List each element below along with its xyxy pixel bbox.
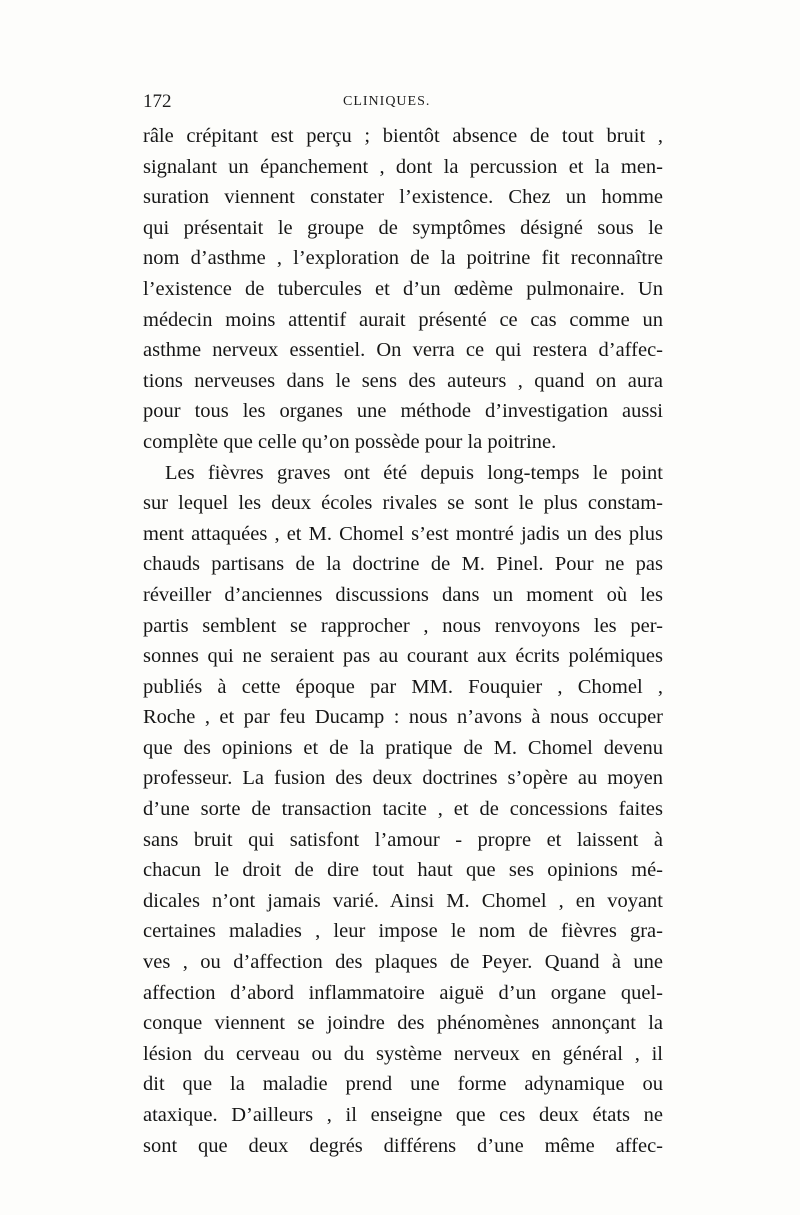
text-line: l’existence de tubercules et d’un œdème pulmonaire. Un	[143, 277, 663, 300]
text-line: Roche , et par feu Ducamp : nous n’avons à nous occuper	[143, 706, 663, 729]
text-line: que des opinions et de la pratique de M. Chomel devenu	[143, 736, 663, 759]
paragraph-start-line: Les fièvres graves ont été depuis long-temps le point	[165, 461, 663, 484]
text-line: sans bruit qui satisfont l’amour - propre et laissent à	[143, 828, 663, 851]
text-line: qui présentait le groupe de symptômes désigné sous le	[143, 216, 663, 239]
text-line: ment attaquées , et M. Chomel s’est montré jadis un des plus	[143, 522, 663, 545]
text-line: chacun le droit de dire tout haut que ses opinions mé-	[143, 859, 663, 882]
text-line: ves , ou d’affection des plaques de Peyer. Quand à une	[143, 951, 663, 974]
text-line: sur lequel les deux écoles rivales se sont le plus constam-	[143, 492, 663, 515]
text-line: certaines maladies , leur impose le nom de fièvres gra-	[143, 920, 663, 943]
text-line: lésion du cerveau ou du système nerveux en général , il	[143, 1042, 663, 1065]
text-line: publiés à cette époque par MM. Fouquier , Chomel ,	[143, 675, 663, 698]
text-line: professeur. La fusion des deux doctrines s’opère au moyen	[143, 767, 663, 790]
text-line: réveiller d’anciennes discussions dans un moment où les	[143, 583, 663, 606]
text-line: asthme nerveux essentiel. On verra ce qui restera d’affec-	[143, 339, 663, 362]
text-line: nom d’asthme , l’exploration de la poitrine fit reconnaître	[143, 247, 663, 270]
text-line: signalant un épanchement , dont la percussion et la men-	[143, 155, 663, 178]
running-head: CLINIQUES.	[343, 94, 431, 109]
text-line: partis semblent se rapprocher , nous renvoyons les per-	[143, 614, 663, 637]
text-line: d’une sorte de transaction tacite , et de concessions faites	[143, 798, 663, 821]
text-line: dicales n’ont jamais varié. Ainsi M. Chomel , en voyant	[143, 889, 663, 912]
text-line: râle crépitant est perçu ; bientôt absence de tout bruit ,	[143, 125, 663, 147]
text-line: pour tous les organes une méthode d’investigation aussi	[143, 400, 663, 423]
text-line: sont que deux degrés différens d’une même affec-	[143, 1134, 663, 1157]
text-line: médecin moins attentif aurait présenté ce cas comme un	[143, 308, 663, 331]
text-line: suration viennent constater l’existence. Chez un homme	[143, 186, 663, 209]
page-header	[143, 91, 663, 115]
text-line: tions nerveuses dans le sens des auteurs , quand on aura	[143, 369, 663, 392]
text-line: affection d’abord inflammatoire aiguë d’un organe quel-	[143, 981, 663, 1004]
text-line: ataxique. D’ailleurs , il enseigne que ces deux états ne	[143, 1104, 663, 1126]
text-line: chauds partisans de la doctrine de M. Pinel. Pour ne pas	[143, 553, 663, 576]
body-text	[143, 121, 663, 1161]
paragraph-end-line: complète que celle qu’on possède pour la poitrine.	[143, 430, 557, 453]
text-line: sonnes qui ne seraient pas au courant aux écrits polémiques	[143, 645, 663, 668]
text-line: conque viennent se joindre des phénomènes annonçant la	[143, 1012, 663, 1035]
text-line: dit que la maladie prend une forme adynamique ou	[143, 1073, 663, 1096]
page-number: 172	[143, 91, 172, 112]
